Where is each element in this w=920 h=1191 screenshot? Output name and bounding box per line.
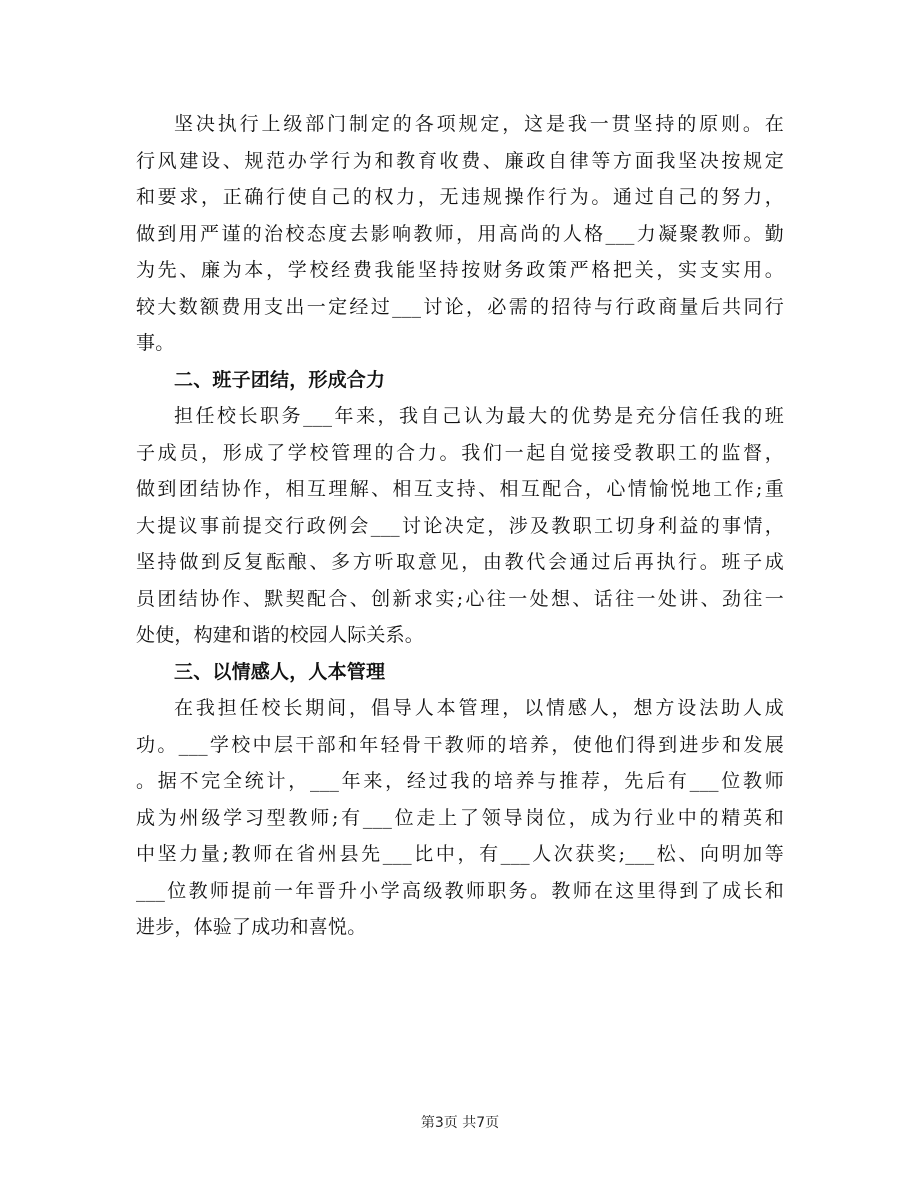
- paragraph-line: ___位教师提前一年晋升小学高级教师职务。教师在这里得到了成长和: [136, 879, 784, 902]
- paragraph-line: 中坚力量;教师在省州县先___比中，有___人次获奖;___松、向明加等: [136, 843, 784, 865]
- paragraph-line: 大提议事前提交行政例会___讨论决定，涉及教职工切身利益的事情，: [136, 514, 784, 537]
- section-heading: 三、以情感人，人本管理: [174, 660, 386, 683]
- paragraph-line: 坚持做到反复酝酿、多方听取意见，由教代会通过后再执行。班子成: [136, 551, 784, 573]
- page-number: 第3页 共7页: [420, 1115, 500, 1131]
- paragraph-line: 事。: [136, 332, 175, 354]
- paragraph-line: 处使，构建和谐的校园人际关系。: [136, 624, 425, 646]
- paragraph-line: 成为州级学习型教师;有___位走上了领导岗位，成为行业中的精英和: [136, 806, 784, 829]
- paragraph-line: 行风建设、规范办学行为和教育收费、廉政自律等方面我坚决按规定: [136, 149, 784, 172]
- paragraph-line: 进步，体验了成功和喜悦。: [136, 916, 367, 938]
- paragraph-line: 做到用严谨的治校态度去影响教师，用高尚的人格___力凝聚教师。勤: [136, 222, 784, 245]
- paragraph-line: 较大数额费用支出一定经过___讨论，必需的招待与行政商量后共同行: [136, 295, 784, 318]
- paragraph-line: 功。___学校中层干部和年轻骨干教师的培养，使他们得到进步和发展: [136, 733, 784, 756]
- section-heading: 二、班子团结，形成合力: [174, 368, 386, 391]
- paragraph-line: 坚决执行上级部门制定的各项规定，这是我一贯坚持的原则。在: [174, 113, 784, 135]
- paragraph-line: 。据不完全统计，___年来，经过我的培养与推荐，先后有___位教师: [136, 770, 784, 792]
- paragraph-line: 做到团结协作，相互理解、相互支持、相互配合，心情愉悦地工作;重: [136, 478, 784, 500]
- paragraph-line: 担任校长职务___年来，我自己认为最大的优势是充分信任我的班: [174, 405, 784, 427]
- paragraph-line: 在我担任校长期间，倡导人本管理，以情感人，想方设法助人成: [174, 697, 784, 719]
- paragraph-line: 子成员，形成了学校管理的合力。我们一起自觉接受教职工的监督，: [136, 441, 784, 464]
- paragraph-line: 为先、廉为本，学校经费我能坚持按财务政策严格把关，实支实用。: [136, 259, 784, 281]
- paragraph-line: 员团结协作、默契配合、创新求实;心往一处想、话往一处讲、劲往一: [136, 587, 784, 610]
- document-body: [136, 106, 784, 946]
- paragraph-line: 和要求，正确行使自己的权力，无违规操作行为。通过自己的努力，: [136, 186, 784, 208]
